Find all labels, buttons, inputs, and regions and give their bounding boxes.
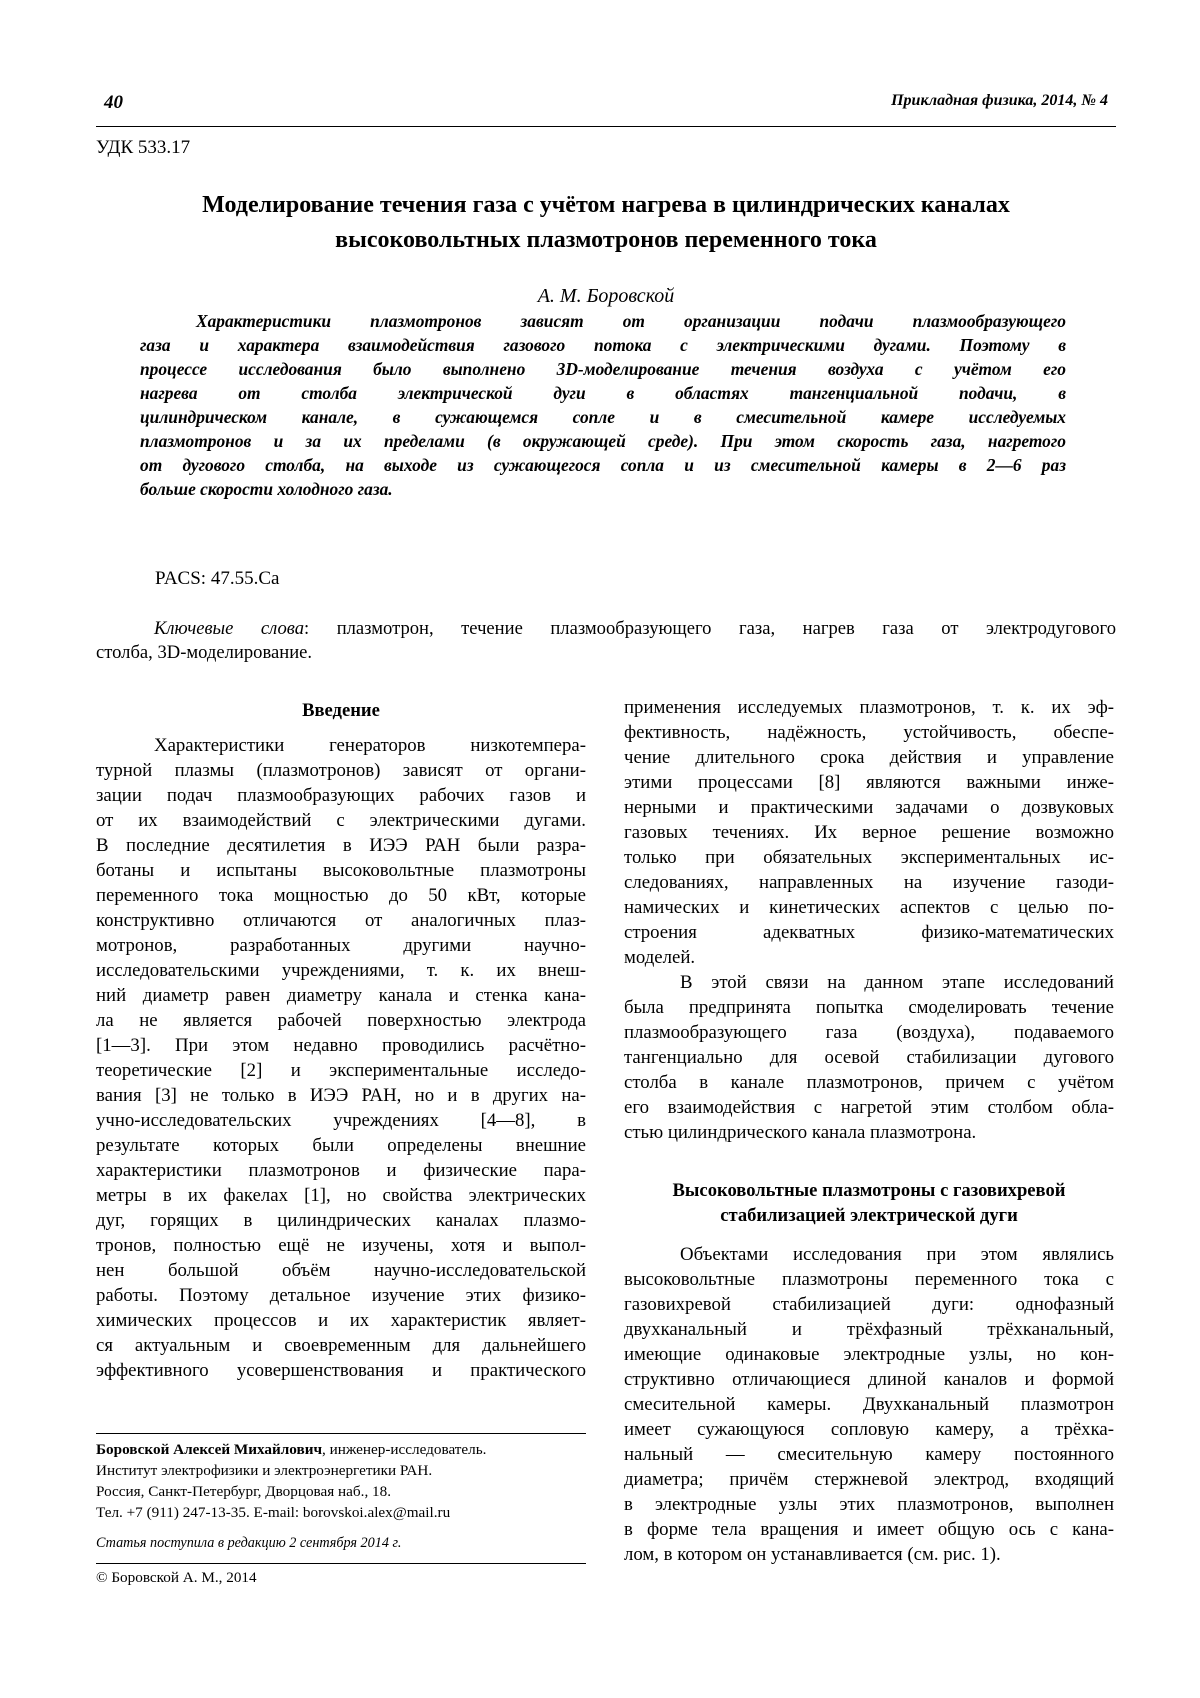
paragraph-line: имеет сужающуюся сопловую камеру, а трёхка- xyxy=(624,1419,1114,1440)
received-date: Статья поступила в редакцию 2 сентября 2014 г. xyxy=(96,1535,402,1551)
paragraph-line: двухканальный и трёхфазный трёхканальный, xyxy=(624,1319,1114,1340)
abstract-line: нагрева от столба электрической дуги в областях тангенциальной подачи, в xyxy=(140,383,1066,403)
paragraph-line: нерными и практическими задачами о дозвуковых xyxy=(624,797,1114,818)
page-number: 40 xyxy=(104,92,123,113)
copyright: © Боровской А. М., 2014 xyxy=(96,1569,257,1586)
paragraph-line: зации подач плазмообразующих рабочих газов и xyxy=(96,785,586,806)
keywords-text: : плазмотрон, течение плазмообразующего газа, нагрев газа от электродугового xyxy=(304,618,1117,639)
paragraph-line: диаметра; причём стержневой электрод, входящий xyxy=(624,1469,1114,1490)
paragraph-line: высоковольтные плазмотроны переменного тока с xyxy=(624,1269,1114,1290)
article-title-line-1: Моделирование течения газа с учётом нагрева в цилиндрических каналах xyxy=(202,192,1010,218)
paragraph-line: от их взаимодействий с электрическими дугами. xyxy=(96,810,586,831)
paragraph-line: была предпринята попытка смоделировать течение xyxy=(624,997,1114,1018)
paragraph-line: [1—3]. При этом недавно проводились расчётно- xyxy=(96,1035,586,1056)
footnote-line: Тел. +7 (911) 247-13-35. E-mail: borovskoi.alex@mail.ru xyxy=(96,1504,451,1521)
section-heading-line-1: Высоковольтные плазмотроны с газовихревой xyxy=(672,1180,1066,1201)
paragraph-line: этими процессами [8] являются важными инже- xyxy=(624,772,1114,793)
paragraph-line: тангенциально для осевой стабилизации дугового xyxy=(624,1047,1114,1068)
section-heading-line-2: стабилизацией электрической дуги xyxy=(720,1205,1018,1226)
paragraph-line: Объектами исследования при этом являлись xyxy=(680,1244,1114,1265)
paragraph-line: газовихревой стабилизацией дуги: однофазный xyxy=(624,1294,1114,1315)
paragraph-line: в электродные узлы этих плазмотронов, выполнен xyxy=(624,1494,1114,1515)
paragraph-line: конструктивно отличаются от аналогичных плаз- xyxy=(96,910,586,931)
paragraph-line: ла не является рабочей поверхностью электрода xyxy=(96,1010,586,1031)
paragraph-line: В последние десятилетия в ИЭЭ РАН были разра- xyxy=(96,835,586,856)
article-title-line-2: высоковольтных плазмотронов переменного тока xyxy=(335,227,877,253)
paragraph-line: газовых течениях. Их верное решение возможно xyxy=(624,822,1114,843)
paragraph-line: только при обязательных экспериментальных ис- xyxy=(624,847,1114,868)
paragraph-line: следованиях, направленных на изучение газоди- xyxy=(624,872,1114,893)
paragraph-line: строения адекватных физико-математических xyxy=(624,922,1114,943)
abstract-line: газа и характера взаимодействия газового потока с электрическими дугами. Поэтому в xyxy=(140,335,1066,355)
running-header xyxy=(96,92,1116,127)
paragraph-line: характеристики плазмотронов и физические пара- xyxy=(96,1160,586,1181)
paragraph-line: метры в их факелах [1], но свойства электрических xyxy=(96,1185,586,1206)
paragraph-line: намических и кинетических аспектов с целью по- xyxy=(624,897,1114,918)
paragraph-line: работы. Поэтому детальное изучение этих физико- xyxy=(96,1285,586,1306)
footnote-line: Россия, Санкт-Петербург, Дворцовая наб., 18. xyxy=(96,1483,392,1500)
paragraph-line: теоретические [2] и экспериментальные исследо- xyxy=(96,1060,586,1081)
pacs-code: PACS: 47.55.Ca xyxy=(155,568,280,589)
paragraph-line: вания [3] не только в ИЭЭ РАН, но и в других на- xyxy=(96,1085,586,1106)
paragraph-line: применения исследуемых плазмотронов, т. к. их эф- xyxy=(624,697,1114,718)
footnote-divider xyxy=(96,1563,586,1564)
paragraph-line: тронов, полностью ещё не изучены, хотя и выпол- xyxy=(96,1235,586,1256)
section-heading-introduction: Введение xyxy=(302,700,380,721)
footnote-author-name: Боровской Алексей Михайлович xyxy=(96,1441,323,1458)
paragraph-line: нен большой объём научно-исследовательской xyxy=(96,1260,586,1281)
paragraph-line: структивно отличающиеся длиной каналов и формой xyxy=(624,1369,1114,1390)
paragraph-line: его взаимодействия с нагретой этим столбом обла- xyxy=(624,1097,1114,1118)
udk-code: УДК 533.17 xyxy=(96,137,191,158)
paragraph-line: переменного тока мощностью до 50 кВт, которые xyxy=(96,885,586,906)
paragraph-line: моделей. xyxy=(624,947,696,968)
abstract-line: цилиндрическом канале, в сужающемся сопле и в смесительной камере исследуемых xyxy=(140,407,1066,427)
paragraph-line: турной плазмы (плазмотронов) зависят от органи- xyxy=(96,760,586,781)
paragraph-line: стью цилиндрического канала плазмотрона. xyxy=(624,1122,977,1143)
paragraph-line: В этой связи на данном этапе исследований xyxy=(680,972,1114,993)
footnote-line: Институт электрофизики и электроэнергетики РАН. xyxy=(96,1462,433,1479)
footnote-author-line xyxy=(96,1442,586,1457)
paragraph-line: мотронов, разработанных другими научно- xyxy=(96,935,586,956)
keywords-line: столба, 3D-моделирование. xyxy=(96,642,313,663)
keywords-line xyxy=(96,620,1116,639)
footnote-author-role: , инженер-исследователь. xyxy=(322,1441,487,1458)
paragraph-line: плазмообразующего газа (воздуха), подаваемого xyxy=(624,1022,1114,1043)
footnote-divider xyxy=(96,1433,586,1434)
paragraph-line: учно-исследовательских учреждениях [4—8], в xyxy=(96,1110,586,1131)
paragraph-line: лом, в котором он устанавливается (см. рис. 1). xyxy=(624,1544,1001,1565)
journal-citation: Прикладная физика, 2014, № 4 xyxy=(891,92,1108,109)
paragraph-line: Характеристики генераторов низкотемпера- xyxy=(154,735,586,756)
paragraph-line: ботаны и испытаны высоковольтные плазмотроны xyxy=(96,860,586,881)
abstract-line: от дугового столба, на выходе из сужающегося сопла и из смесительной камеры в 2—6 раз xyxy=(140,455,1066,475)
keywords-label: Ключевые слова xyxy=(154,618,305,639)
paragraph-line: в форме тела вращения и имеет общую ось с кана- xyxy=(624,1519,1114,1540)
author-name: А. М. Боровской xyxy=(537,285,675,307)
paragraph-line: ний диаметр равен диаметру канала и стенка кана- xyxy=(96,985,586,1006)
paragraph-line: столба в канале плазмотронов, причем с учётом xyxy=(624,1072,1114,1093)
paragraph-line: смесительной камеры. Двухканальный плазмотрон xyxy=(624,1394,1114,1415)
paragraph-line: имеющие одинаковые электродные узлы, но кон- xyxy=(624,1344,1114,1365)
paragraph-line: нальный — смесительную камеру постоянного xyxy=(624,1444,1114,1465)
abstract-line: плазмотронов и за их пределами (в окружающей среде). При этом скорость газа, нагретого xyxy=(140,431,1066,451)
paragraph-line: эффективного усовершенствования и практического xyxy=(96,1360,586,1381)
paragraph-line: результате которых были определены внешние xyxy=(96,1135,586,1156)
abstract-line: Характеристики плазмотронов зависят от организации подачи плазмообразующего xyxy=(196,311,1066,331)
paragraph-line: дуг, горящих в цилиндрических каналах плазмо- xyxy=(96,1210,586,1231)
paragraph-line: ся актуальным и своевременным для дальнейшего xyxy=(96,1335,586,1356)
paragraph-line: исследовательскими учреждениями, т. к. их внеш- xyxy=(96,960,586,981)
paragraph-line: химических процессов и их характеристик являет- xyxy=(96,1310,586,1331)
paragraph-line: чение длительного срока действия и управление xyxy=(624,747,1114,768)
abstract-line: процессе исследования было выполнено 3D-моделирование течения воздуха с учётом его xyxy=(140,359,1066,379)
abstract-line: больше скорости холодного газа. xyxy=(140,479,393,499)
paragraph-line: фективность, надёжность, устойчивость, обеспе- xyxy=(624,722,1114,743)
